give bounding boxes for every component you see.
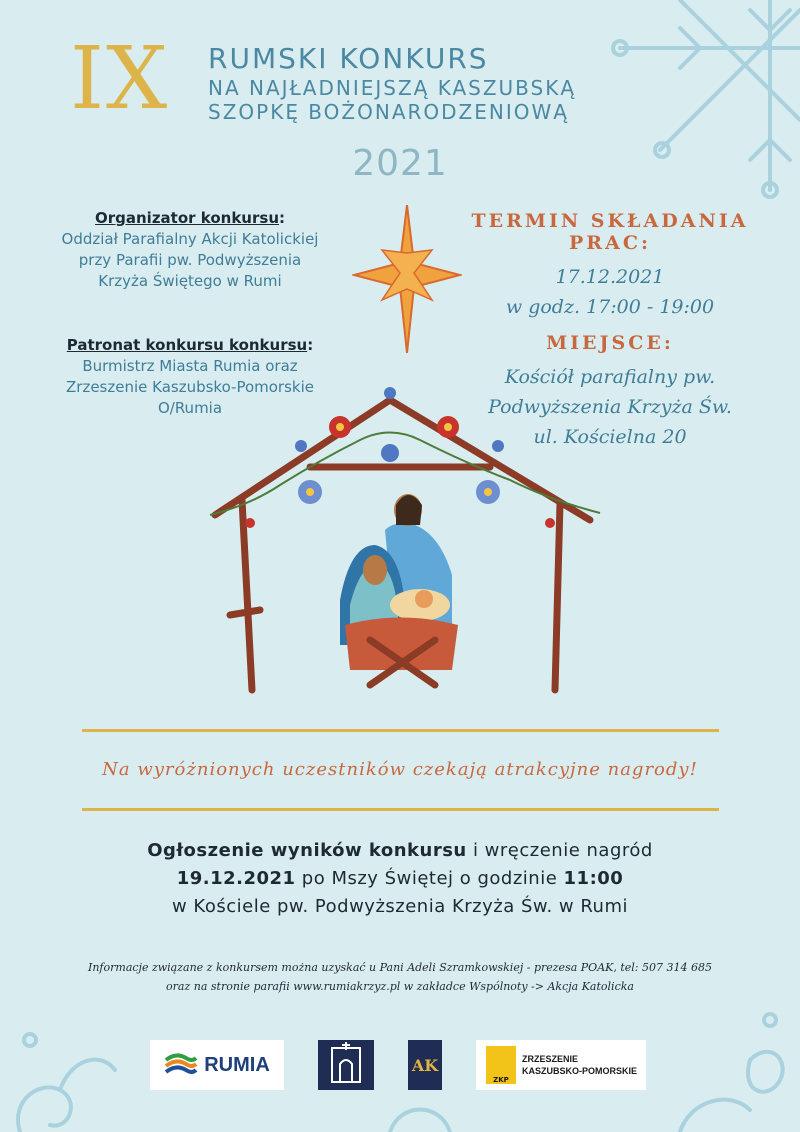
footer-line: oraz na stronie parafii www.rumiakrzyz.pl w zakładce Wspólnoty -> Akcja Katolicka (166, 980, 634, 993)
organizer-heading: Organizator konkursu (95, 209, 279, 227)
results-date: 19.12.2021 (176, 868, 296, 889)
year: 2021 (352, 143, 448, 184)
patronage-section: Patronat konkursu konkursu: Burmistrz Miasta Rumia oraz Zrzeszenie Kaszubsko-Pomorskie O/Rumia (30, 335, 350, 419)
place-heading: MIEJSCE: (546, 332, 674, 354)
ak-logo-text: AK (411, 1055, 439, 1075)
rumia-waves-icon (164, 1052, 198, 1078)
results-announcement (0, 837, 800, 921)
results-line1-bold: Ogłoszenie wyników konkursu (147, 840, 467, 861)
snowflake-bottom-center-icon (380, 1092, 460, 1132)
zkp-logo (476, 1040, 646, 1090)
zkp-name-line: ZRZESZENIE (522, 1054, 579, 1064)
awards-text: Na wyróżnionych uczestników czekają atrakcyjne nagrody! (102, 759, 698, 780)
deadline-date: 17.12.2021 (555, 266, 665, 288)
deadline-section (460, 210, 760, 322)
zkp-badge-icon (486, 1046, 516, 1084)
patronage-heading: Patronat konkursu konkursu (66, 336, 308, 354)
church-icon (318, 1040, 374, 1090)
nativity-scene-illustration (190, 385, 610, 695)
place-line: ul. Kościelna 20 (533, 426, 687, 448)
organizer-line: przy Parafii pw. Podwyższenia (78, 251, 302, 269)
rumia-logo (150, 1040, 284, 1090)
christmas-star-icon (352, 205, 462, 353)
footer-line: Informacje związane z konkursem można uzyskać u Pani Adeli Szramkowskiej - prezesa POAK, tel: 507 314 685 (88, 961, 712, 974)
title-line-1: RUMSKI KONKURS (208, 42, 489, 75)
deadline-hours: w godz. 17:00 - 19:00 (505, 296, 715, 318)
snowflake-bottom-left-icon (0, 1010, 130, 1132)
patronage-line: Zrzeszenie Kaszubsko-Pomorskie (66, 378, 314, 396)
zkp-name-line: KASZUBSKO-POMORSKIE (522, 1066, 638, 1076)
footer-info (0, 958, 800, 996)
snowflake-bottom-right-icon (660, 1000, 800, 1132)
results-line2-mid: po Mszy Świętej o godzinie (295, 868, 564, 889)
organizer-section: Organizator konkursu: Oddział Parafialny Akcji Katolickiej przy Parafii pw. Podwyższenia Krzyża Świętego w Rumi (30, 208, 350, 292)
title-line-3: SZOPKĘ BOŻONARODZENIOWĄ (208, 100, 569, 124)
parish-100-logo (318, 1040, 374, 1090)
patronage-line: Burmistrz Miasta Rumia oraz (82, 357, 298, 375)
rumia-logo-text: RUMIA (204, 1053, 270, 1076)
title-line-2: NA NAJŁADNIEJSZĄ KASZUBSKĄ (208, 76, 577, 100)
organizer-line: Krzyża Świętego w Rumi (98, 272, 282, 290)
place-line: Kościół parafialny pw. (504, 366, 716, 388)
place-line: Podwyższenia Krzyża Św. (488, 396, 732, 418)
results-time: 11:00 (563, 868, 624, 889)
deadline-heading: TERMIN SKŁADANIA PRAC: (471, 210, 749, 254)
organizer-line: Oddział Parafialny Akcji Katolickiej (61, 230, 319, 248)
patronage-line: O/Rumia (157, 399, 223, 417)
zkp-badge-text: ZKP (493, 1076, 509, 1084)
divider-bottom (82, 808, 719, 811)
results-line1-rest: i wręczenie nagród (466, 840, 653, 861)
ak-logo (408, 1040, 442, 1090)
results-line3: w Kościele pw. Podwyższenia Krzyża Św. w Rumi (171, 896, 628, 917)
edition-roman-numeral: IX (70, 29, 170, 129)
divider-top (82, 729, 719, 732)
